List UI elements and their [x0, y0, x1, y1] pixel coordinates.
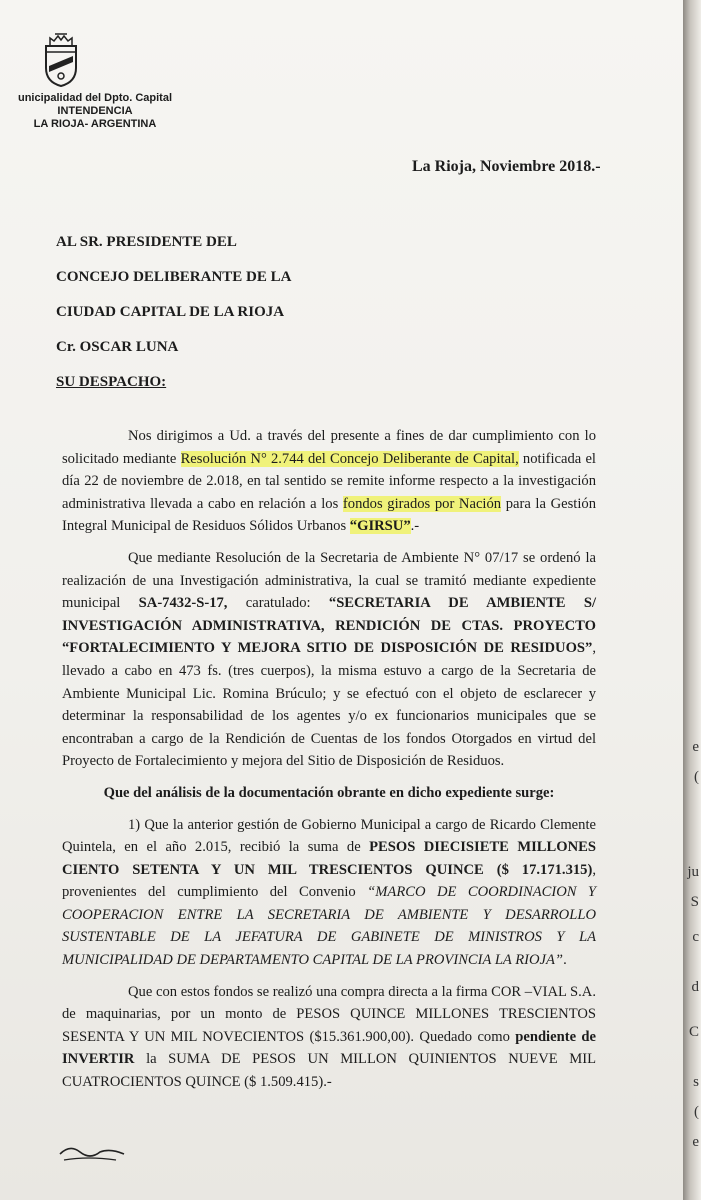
text-span: , provenientes del cumplimiento del Convenio: [62, 861, 596, 901]
side-mark: (: [694, 769, 699, 785]
background-edge: [683, 0, 701, 1200]
addressee-line: Cr. OSCAR LUNA: [56, 339, 179, 355]
text-span: .: [563, 952, 567, 969]
side-mark: s: [693, 1074, 699, 1090]
municipal-seal-icon: [38, 32, 84, 88]
side-mark: e: [692, 739, 699, 755]
letter-date: La Rioja, Noviembre 2018.-: [412, 158, 601, 175]
side-mark: ju: [687, 864, 699, 880]
municipality-name: unicipalidad del Dpto. Capital: [17, 92, 172, 104]
paragraph-purchase: [62, 981, 596, 1094]
text-span: 1) Que la anterior gestión de Gobierno Municipal a cargo de Ricardo Clemente Quintela, en el año 2.015, recibió la suma de: [62, 816, 596, 856]
addressee-line: AL SR. PRESIDENTE DEL: [56, 234, 237, 250]
text-span: la SUMA DE PESOS UN MILLON QUINIENTOS NUEVE MIL CUATROCIENTOS QUINCE ($ 1.509.415).-: [62, 1051, 596, 1091]
pending-text: pendiente de INVERTIR: [62, 1028, 596, 1068]
addressee-line: CIUDAD CAPITAL DE LA RIOJA: [56, 304, 285, 320]
paragraph-funds: [62, 814, 596, 972]
highlighted-text: fondos girados por Nación: [342, 495, 502, 512]
signature-mark-icon: [58, 1140, 128, 1164]
side-mark: C: [688, 1024, 699, 1040]
file-title: “SECRETARIA DE AMBIENTE S/ INVESTIGACIÓN ADMINISTRATIVA, RENDICIÓN DE CTAS. PROYECTO “FORTALECIMIENTO Y MEJORA SITIO DE DISPOSICIÓN DE RESIDUOS”: [62, 595, 597, 657]
file-number: SA-7432-S-17,: [138, 595, 228, 612]
location-name: LA RIOJA- ARGENTINA: [33, 118, 157, 130]
amount-text: PESOS DIECISIETE MILLONES CIENTO SETENTA Y UN MIL TRESCIENTOS QUINCE ($ 17.171.315): [62, 839, 596, 878]
addressee-line: SU DESPACHO:: [56, 374, 167, 390]
side-mark: S: [690, 894, 699, 910]
side-mark: e: [692, 1134, 699, 1150]
text-span: Nos dirigimos a Ud. a través del presente a fines de dar cumplimiento con lo solicitado mediante: [62, 428, 596, 467]
side-mark: (: [694, 1104, 699, 1120]
analysis-heading: Que del análisis de la documentación obrante en dicho expediente surge:: [103, 784, 555, 801]
text-span: .-: [410, 518, 420, 535]
text-span: , llevado a cabo en 473 fs. (tres cuerpos), la misma estuvo a cargo de la Secretaria de Ambiente Municipal Lic. Romina Brúculo; y se efectuó con el objeto de esclarecer y determinar la responsabilidad de los agentes y/o ex funcionarios municipales que se encontraban a cargo de la Rendición de Cuentas de los fondos Otorgados en virtud del Proyecto de Fortalecimiento y mejora del Sitio de Disposición de Residuos.: [62, 640, 596, 770]
text-span: notificada el día 22 de noviembre de 2.018, en tal sentido se remite informe respecto a la investigación administrativa llevada a cabo en relación a los: [62, 450, 596, 512]
paragraph-intro: [62, 425, 596, 538]
highlighted-text: Resolución N° 2.744 del Concejo Deliberante de Capital,: [180, 450, 519, 467]
letter-body: [62, 425, 596, 1094]
addressee-line: CONCEJO DELIBERANTE DE LA: [56, 269, 292, 285]
side-mark: c: [692, 929, 699, 945]
side-mark: d: [691, 979, 699, 995]
letterhead: [0, 92, 190, 131]
text-span: caratulado:: [227, 595, 329, 612]
paragraph-investigation: [62, 547, 596, 773]
text-span: Que con estos fondos se realizó una compra directa a la firma COR –VIAL S.A. de maquinarias, por un monto de PESOS QUINCE MILLONES TRESCIENTOS SESENTA Y UN MIL NOVECIENTOS ($15.361.900,00). Quedado como: [62, 983, 596, 1045]
text-span: Que mediante Resolución de la Secretaria de Ambiente N° 07/17 se ordenó la realización de una Investigación administrativa, la cual se tramitó mediante expediente municipal: [62, 549, 596, 612]
text-span: para la Gestión Integral Municipal de Residuos Sólidos Urbanos: [62, 495, 596, 535]
addressee-block: [56, 232, 291, 407]
agreement-title: “MARCO DE COORDINACION Y COOPERACION ENTRE LA SECRETARIA DE AMBIENTE Y DESARROLLO SUSTENTABLE DE LA JEFATURA DE GABINETE DE MINISTROS Y LA MUNICIPALIDAD DE DEPARTAMENTO CAPITAL DE LA PROVINCIA LA RIOJA”: [62, 884, 597, 969]
office-name: INTENDENCIA: [57, 105, 133, 117]
highlighted-text: “GIRSU”: [349, 518, 411, 535]
